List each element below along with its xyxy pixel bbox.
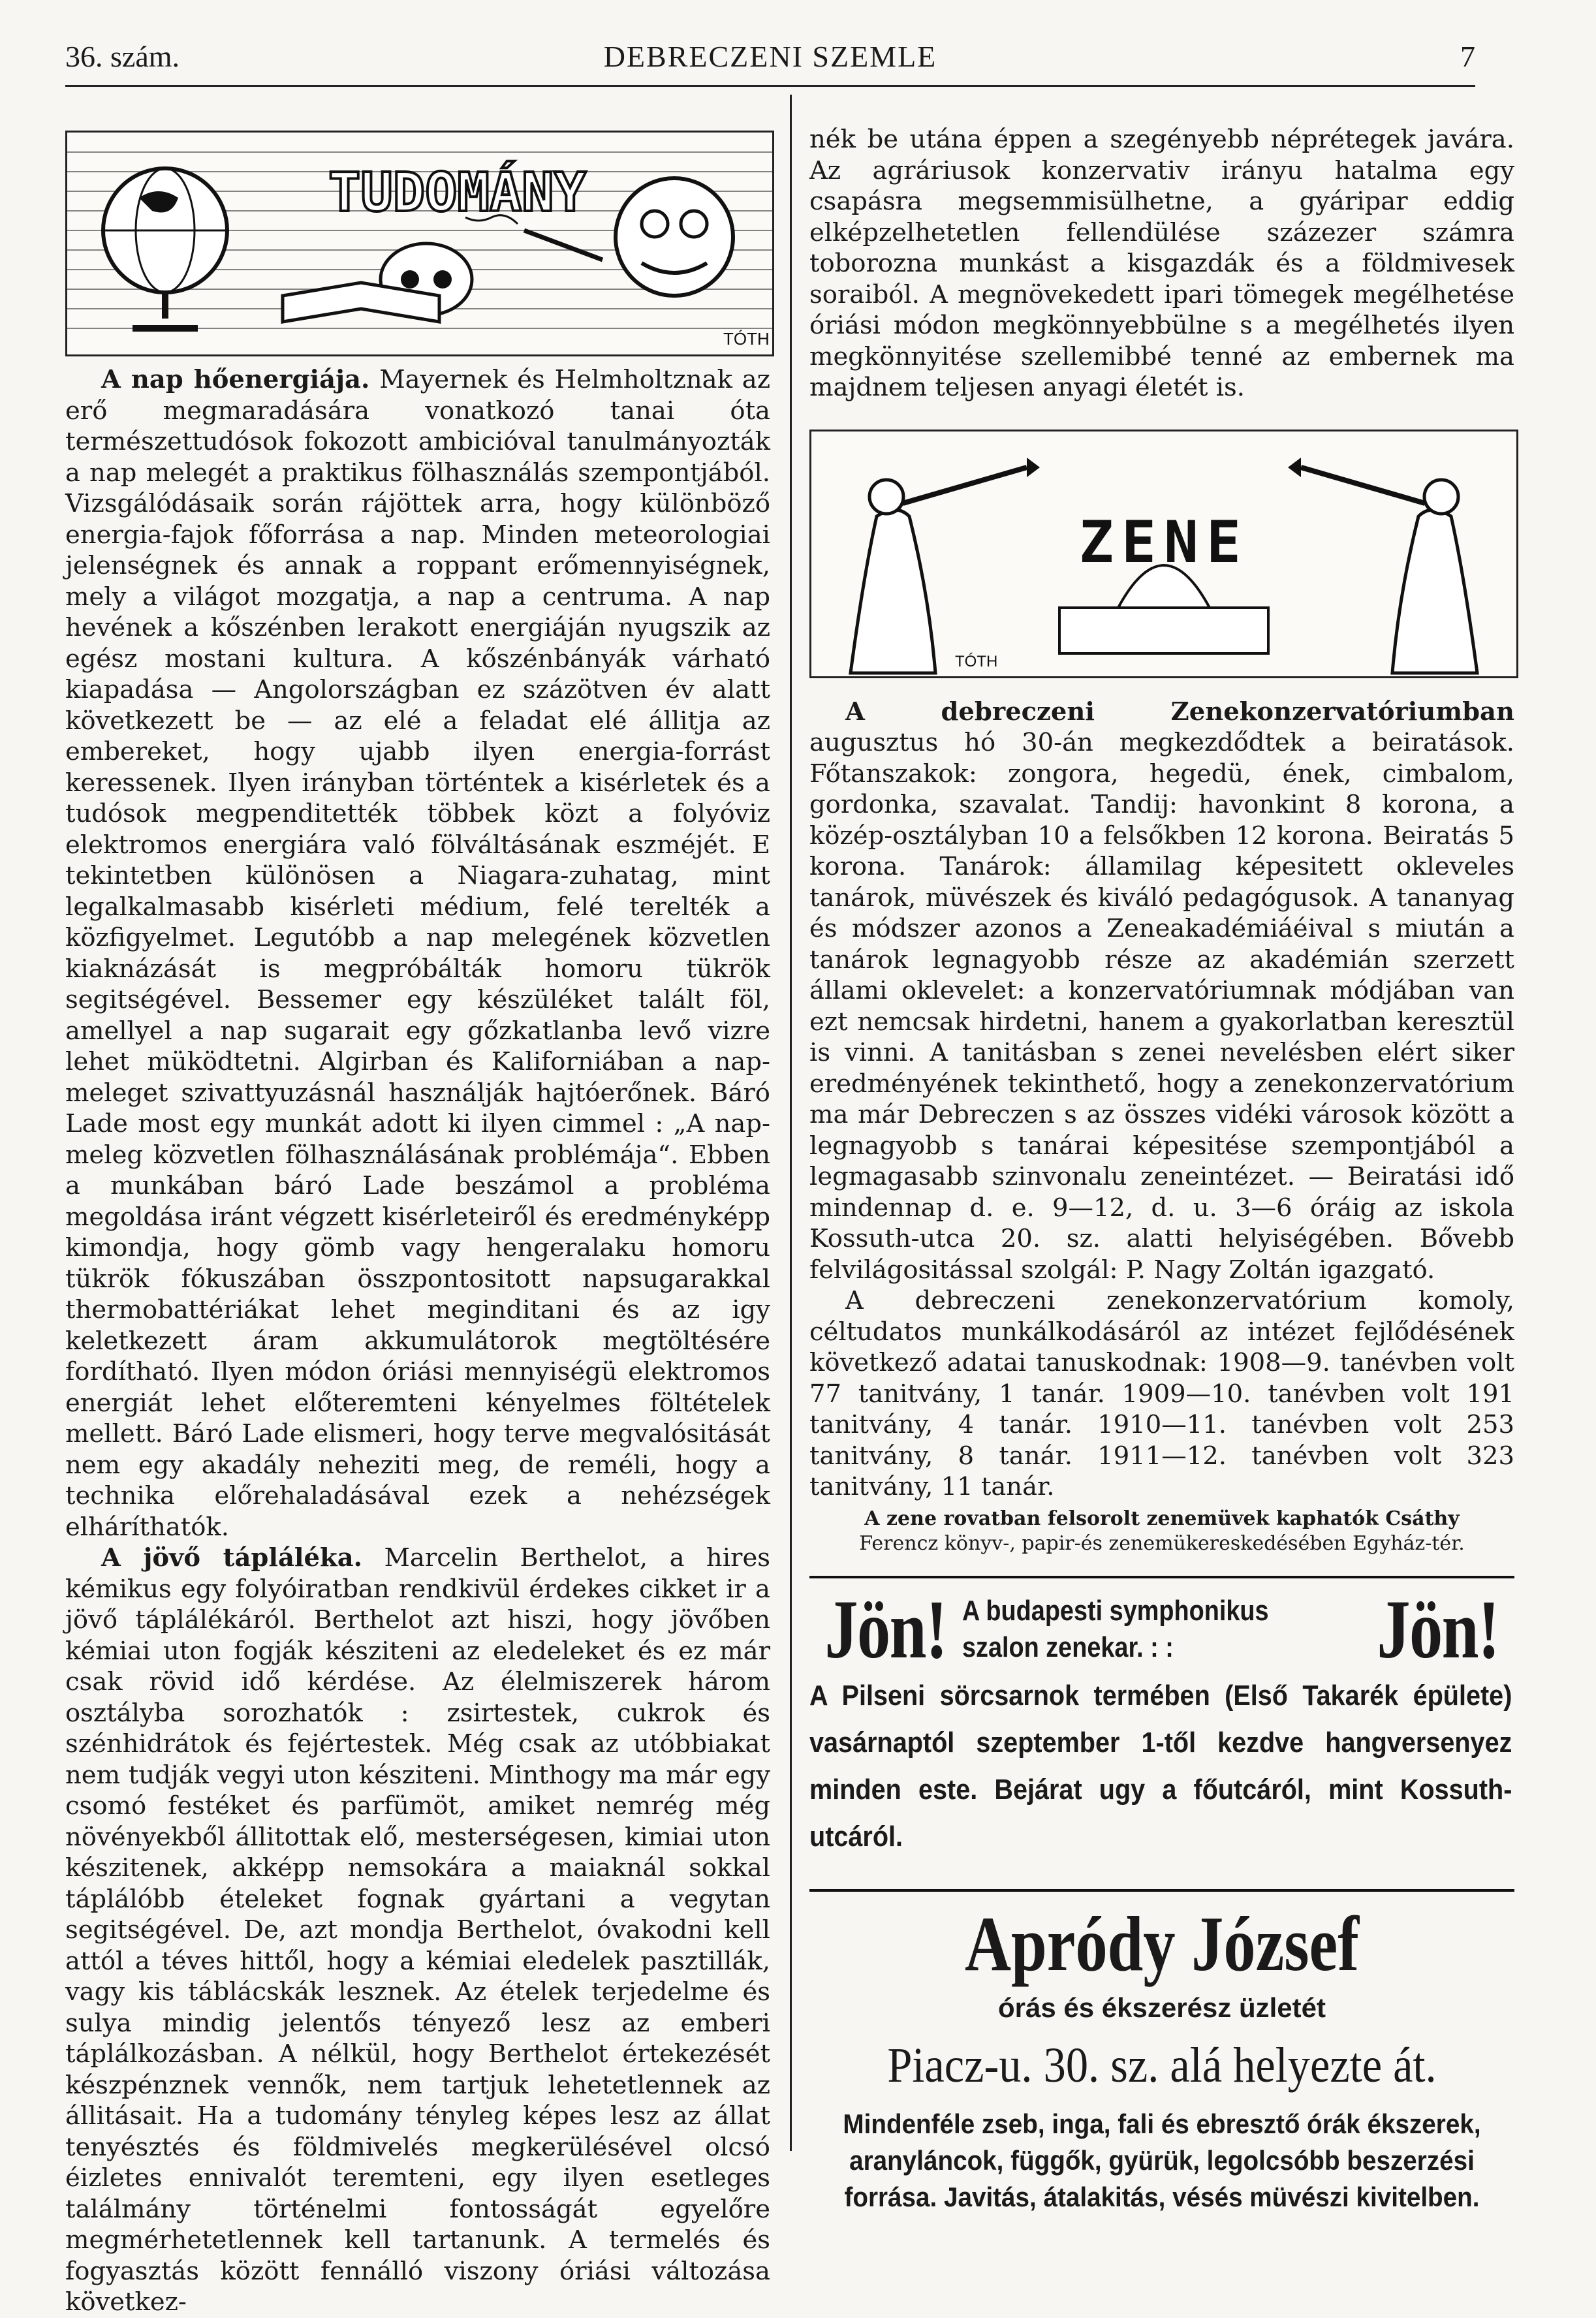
jon-right: Jön! <box>1377 1582 1499 1676</box>
article-sun-energy <box>65 364 770 1543</box>
concert-advertisement <box>809 1576 1514 1860</box>
science-banner-signature: TÓTH <box>723 329 770 349</box>
article-conservatory-text: augusztus hó 30-án megkezdődtek a beiratások. Főtanszakok: zongora, hegedü, ének, cimbalom, gordonka, szavalat. Tandij: havonkint 8 korona, a közép-osztályban 10 a felsőkben 12 korona. Beiratás 5 korona. Tanárok: államilag képesitett okleveles tanárok, müvészek és kiváló pedagógusok. A tananyag és módszer azonos a Zeneakadémiáéival s miután a tanárok legnagyobb része az akadémián szerzett állami oklevelet: a konzervatóriumnak módjában van ezt nemcsak hirdetni, hanem a gyakorlatban keresztül is vinni. A tanitásban s zenei nevelésben elért siker eredményének tekinthető, hogy a zenekonzervatórium ma már Debreczen s az összes vidéki városok között a legnagyobb s tanárai képesitése szempontjából a legmagasabb szinvonalu zeneintézet. — Beiratási idő mindennap d. e. 9—12, d. u. 3—6 óráig az iskola Kossuth-utca 20. sz. alatti helyiségében. Bővebb felvilágositással szolgál: P. Nagy Zoltán igazgató. <box>809 728 1514 1285</box>
article-sun-energy-text: Mayernek és Helmholtznak az erő megmaradására vonatkozó tanai óta természettudósok fokozott ambicióval tanulmányozták a nap melegét a praktikus fölhasználás szempontjából. Vizsgálódásaik során rájöttek arra, hogy különböző energia-fajok főforrása a nap. Minden meteorologiai jelenségnek és annak a roppant erőmennyiségnek, mely a világot mozgatja, a nap a centruma. A nap hevének a kőszénben lerakott energiáján nyugszik az egész mostani kultura. A kőszénbányák várható kiapadása — Angolországban ez százötven év alatt következett be — az elé a feladat elé állitja az embereket, hogy ujabb ilyen energia-forrást keressenek. Ilyen irányban történtek a kisérletek és a tudósok megpenditették többek közt a folyóviz elektromos energiára való fölváltásának eszméjét. E tekintetben különösen a Niagara-zuhatag, mint legalkalmasabb kisérleti médium, felé terelték a közfigyelmet. Legutóbb a nap melegének közvetlen kiaknázását is megpróbálták homoru tükrök segitségével. Bessemer egy készüléket talált föl, amellyel a nap sugarait egy gőzkatlanba levő vizre lehet müködtetni. Algirban és Kaliforniában a nap-meleget szivattyuzásnál használják hajtóerőnek. Báró Lade most egy munkát adott ki ilyen cimmel : „A nap-meleg közvetlen fölhasználásának problémája“. Ebben a munkában báró Lade beszámol a probléma megoldása iránt végzett kisérleteiről és eredményképp kimondja, hogy gömb vagy hengeralaku homoru tükrök fókuszában összpontositott napsugarakkal thermobattériákat lehet meginditani és az igy keletkezett áram akkumulátorok megtöltésére fordítható. Ilyen módon óriási mennyiségü elektromos energiát lehet előteremteni kényelmes föltételek mellett. Báró Lade elismeri, hogy terve megvalósitását nem egy akadály neheziti meg, de reméli, hogy a technika előrehaladásával ezek a nehézségek elháríthatók. <box>65 365 770 1542</box>
music-banner-illustration <box>811 431 1516 676</box>
issue-number: 36. szám. <box>65 40 180 73</box>
science-banner-title: TUDOMÁNY <box>328 162 586 224</box>
music-banner-title: ZENE <box>1079 508 1249 576</box>
concert-ad-title: A budapesti symphonikus szalon zenekar. : : <box>962 1594 1269 1663</box>
article-future-food <box>65 1543 770 2318</box>
article-conservatory-stats: A debreczeni zenekonzervatórium komoly, céltudatos munkálkodásáról az intézet fejlődésének következő adatai tanuskodnak: 1908—9. tanévben volt 77 tanitvány, 1 tanár. 1909—10. tanévben volt 191 tanitvány, 4 tanár. 1910—11. tanévben volt 253 tanitvány, 8 tanár. 1911—12. tanévben volt 323 tanitvány, 11 tanár. <box>809 1286 1514 1501</box>
article-future-food-text: Marcelin Berthelot, a hires kémikus egy folyóiratban rendkivül érdekes cikket ir a jövő táplálékáról. Berthelot azt hiszi, hogy jövőben kémiai uton fogják késziteni az eledeleket és ez már csak rövid idő kérdése. Az élelmiszerek három osztályba sorozhatók : zsirtestek, cukrok és szénhidrátok és fejértestek. Még csak az utóbbiakat nem tudják vegyi uton késziteni. Minthogy ma már egy csomó festéket és parfümöt, amiket nemrég még növényekből állitottak elő, mesterségesen, kimiai uton készitenek, akképp nemsokára a maiaknál sokkal táplálóbb ételeket fognak gyártani a vegytan segitségével. De, azt mondja Berthelot, óvakodni kell attól a téves hittől, hogy a kémiai eledelek pasztillák, vagy kis táblácskák lesznek. Az ételek terjedelme és sulya mindig jelentős tényező lesz az emberi táplálkozásban. A nélkül, hogy Berthelot értekezését készpénznek vennők, nem tartjuk lehetetlennek az állitásait. Ha a tudomány tényleg képes lesz az állat tenyésztés és földmivelés megkerülésével olcsó éizletes ennivalót teremteni, egy ilyen esetleges találmány történelmi fontosságát egyelőre megmérhetetlennek kell tartanunk. A termelés és fogyasztás között fennálló viszony óriási változása következ- <box>65 1543 770 2317</box>
page-header <box>65 39 1475 87</box>
article-sun-energy-lead: A nap hőenergiája. <box>101 365 370 394</box>
left-column <box>65 131 770 2318</box>
music-sales-note <box>809 1507 1514 1556</box>
music-banner <box>809 430 1518 678</box>
music-sales-note-text: Ferencz könyv-, papir-és zenemükereskedésében Egyház-tér. <box>859 1531 1465 1555</box>
article-conservatory-lead: A debreczeni Zenekonzervatóriumban <box>845 697 1514 727</box>
watchmaker-name: Apródy József <box>964 1900 1360 1987</box>
concert-ad-body: A Pilseni sörcsarnok termében (Első Takarék épülete) vasárnaptól szeptember 1-től kezdve hangversenyez minden este. Bejárat ugy a főutcáról, mint Kossuth-utcáról. <box>809 1679 1512 1853</box>
jon-left: Jön! <box>824 1582 947 1676</box>
article-future-food-lead: A jövő tápláléka. <box>101 1543 363 1573</box>
watchmaker-description: Mindenféle zseb, inga, fali és ebresztő órák ékszerek, aranyláncok, függők, gyürük, legolcsóbb beszerzési forrása. Javitás, átalakitás, vésés müvészi kivitelben. <box>843 2108 1481 2212</box>
page-number: 7 <box>1460 40 1475 73</box>
concert-ad-headline <box>809 1576 1514 1676</box>
article-conservatory <box>809 697 1514 1286</box>
watchmaker-subtitle: órás és ékszerész üzletét <box>998 1992 1326 2023</box>
article-continuation: nék be utána éppen a szegényebb néprétegek javára. Az agráriusok konzervativ irányu hatalma egy csapásra megsemmisülhetne, a gyáripar eddig elképzelhetetlen fellendülése százezer számra toborozna munkást a kisgazdák és a földmivesek soraiból. A megnövekedett ipari tömegek megélhetése óriási módon megkönnyebbülne s a megélhetés ilyen megkönnyitése szellemibbé tenné az embernek ma majdnem teljesen anyagi életét is. <box>809 125 1514 402</box>
watchmaker-advertisement <box>809 1889 1514 2216</box>
science-banner <box>65 131 774 356</box>
right-column <box>809 124 1514 2216</box>
music-banner-signature: TÓTH <box>955 652 998 670</box>
watchmaker-address: Piacz-u. 30. sz. alá helyezte át. <box>887 2037 1437 2093</box>
music-sales-note-lead: A zene rovatban felsorolt zenemüvek kaphatók Csáthy <box>864 1507 1460 1530</box>
science-banner-illustration <box>67 133 772 354</box>
newspaper-title: DEBRECZENI SZEMLE <box>603 40 937 73</box>
column-divider <box>790 95 792 2151</box>
